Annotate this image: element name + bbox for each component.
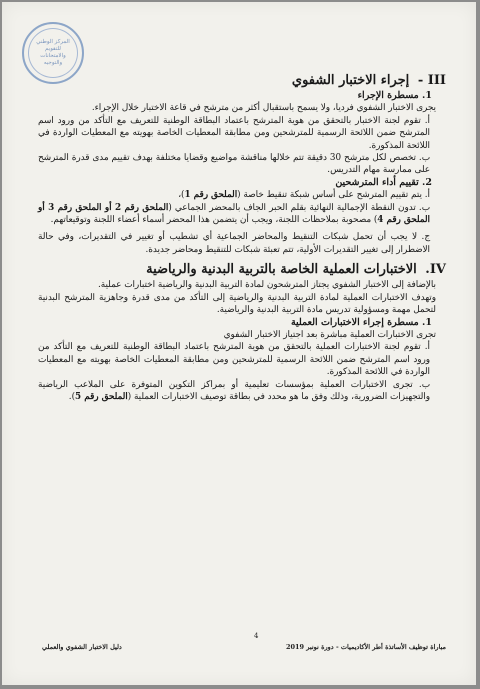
s4p5-text-c: ). (68, 391, 76, 402)
page-number: 4 (254, 632, 259, 640)
document-body (38, 72, 446, 403)
section-3-paragraph-3: ب. تخصص لكل مترشح 30 دقيقة تتم خلالها مناقشة مواضيع وقضايا مختلفة بهدف تقييم مدى قدرة المترشح على ممارسة مهام التدريس. (38, 153, 431, 176)
section-4-paragraph-2: وتهدف الاختبارات العملية لمادة التربية البدنية والرياضية إلى التأكد من مدى قدرة وجاهزية المترشح البدنية لتحمل مهمة ومسؤولية تدريس مادة التربية البدنية والرياضية. (38, 292, 436, 316)
section-4-paragraph-3: تجرى الاختبارات العملية مباشرة بعد اجتياز الاختبار الشفوي (223, 329, 436, 340)
section-4-paragraph-1: بالإضافة إلى الاختبار الشفوي يجتاز المترشحون لمادة التربية البدنية والرياضية اختبارات عملية. (98, 280, 436, 291)
section-3-paragraph-6: ج. لا يجب أن تحمل شبكات التنقيط والمحاضر الجماعية أي تشطيب أو تغيير في التقديرات، وفي حالة الاضطرار إلى تغيير التقديرات الأولية، تتم تعبئة شبكات للتنقيط ومحاضر جديدة. (38, 232, 430, 255)
document-page (2, 2, 476, 685)
section-3-number: III - (417, 73, 446, 88)
annex-ref-2-3-4: الملحق رقم 2 أو الملحق رقم 3 أو الملحق رقم 4 (38, 202, 430, 226)
s4p5-text-a: ب. تجرى الاختبارات العملية بمؤسسات تعليمية أو بمراكز التكوين المتوفرة على الملاعب الرياضية والتجهيزات الضرورية، وذلك وفق ما هو محدد في بطاقة توصيف الاختبارات العملية ( (38, 379, 430, 402)
p4-text-a: أ. يتم تقييم المترشح على أساس شبكة تنقيط خاصة ( (237, 190, 430, 201)
section-3-subheading-2: 2. تقييم أداء المترشحين (335, 176, 432, 188)
section-3-title: إجراء الاختبار الشفوي (291, 73, 410, 88)
stamp-text: المركز الوطني للتقويم والامتحانات والتوجيه (36, 39, 70, 66)
section-3-paragraph-1: يجرى الاختبار الشفوي فرديا، ولا يسمح باستقبال أكثر من مترشح في قاعة الاختبار خلال الإجراء. (91, 103, 436, 114)
section-4-paragraph-5 (38, 379, 446, 404)
section-4-number: IV. (425, 262, 446, 278)
section-3-subheading-1: 1. مسطرة الإجراء (357, 90, 432, 101)
section-3-heading (38, 72, 446, 90)
section-3-paragraph-4 (38, 189, 446, 201)
annex-ref-5: الملحق رقم 5 (75, 391, 128, 402)
p4-text-c: )، (178, 190, 185, 201)
p5-text-c: ) مصحوبة بملاحظات اللجنة، ويجب أن يتضمن هذا المحضر أسماء أعضاء اللجنة وتوقيعاتهم. (50, 215, 378, 226)
section-3-paragraph-5 (38, 202, 446, 227)
footer-exam-title: مباراة توظيف الأساتذة أطر الأكاديميات - دورة نونبر 2019 (285, 643, 446, 651)
annex-ref-1: الملحق رقم 1 (184, 190, 238, 201)
p5-text-a: ب. تدون النقطة الإجمالية النهائية بقلم الحبر الجاف بالمحضر الجماعي ( (168, 202, 430, 213)
section-4-paragraph-4: أ. تقوم لجنة الاختبارات العملية بالتحقق من هوية المترشح باعتماد البطاقة الوطنية للتعريف مع التأكد من ورود اسم المترشح ضمن اللائحة الرسمية للمترشحين ومن مطابقة المعطيات الخاصة بهويته مع المعطيات الواردة في اللائحة المذكورة. (38, 342, 430, 378)
footer-guide-title: دليل الاختبار الشفوي والعملي (42, 643, 122, 651)
section-3-paragraph-2: أ. تقوم لجنة الاختبار بالتحقق من هوية المترشح باعتماد البطاقة الوطنية للتعريف مع التأكد من ورود اسم المترشح ضمن اللائحة الرسمية للمترشحين ومن مطابقة المعطيات الخاصة بهويته مع المعطيات الواردة في اللائحة المذكورة. (38, 115, 430, 151)
section-4-subheading-1: 1. مسطرة إجراء الاختبارات العملية (290, 316, 432, 328)
section-4-heading (38, 261, 446, 279)
section-4-title: الاختبارات العملية الخاصة بالتربية البدنية والرياضية (146, 262, 417, 278)
